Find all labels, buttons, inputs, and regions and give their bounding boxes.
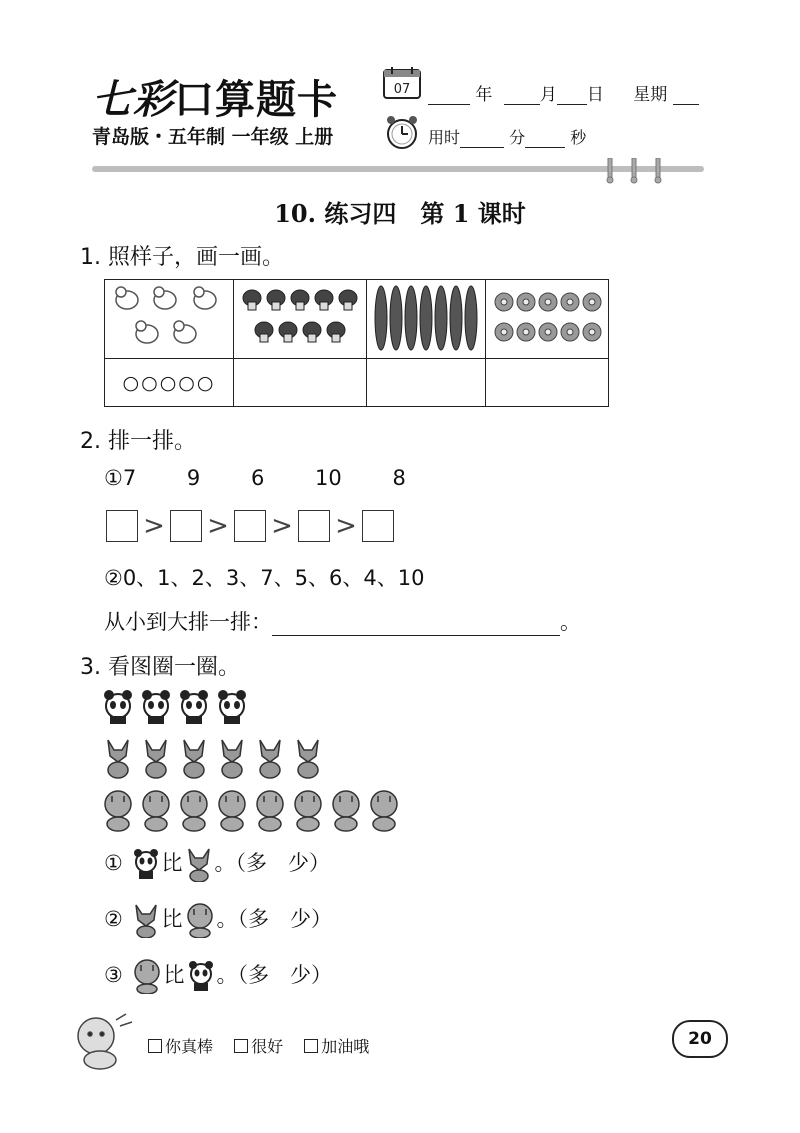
cucumber-icon <box>465 286 477 350</box>
item3-label: ③ <box>104 963 123 987</box>
brand-first: 七彩 <box>92 76 174 123</box>
part1-label: ① <box>104 466 123 490</box>
divider-pins <box>598 158 670 184</box>
mushroom-icon <box>255 322 273 342</box>
flower-icons <box>488 280 606 354</box>
brand-title <box>92 68 338 125</box>
duck-icon <box>116 287 138 309</box>
day-blank[interactable] <box>557 88 587 105</box>
q2-prompt: 2. 排一排。 <box>80 429 196 454</box>
date-row <box>428 80 699 105</box>
tiger-icon <box>295 791 321 831</box>
tiger-icon <box>333 791 359 831</box>
cucumber-icon <box>390 286 402 350</box>
number-item: 9 <box>186 466 201 490</box>
flower-icon <box>495 323 513 341</box>
checkbox-good[interactable] <box>234 1039 248 1053</box>
flower-icon <box>539 293 557 311</box>
opt-good-label: 很好 <box>251 1037 284 1056</box>
opt-great-label: 你真棒 <box>165 1037 214 1056</box>
flower-answer-cell[interactable] <box>486 359 609 407</box>
opt-keep-going-label: 加油哦 <box>321 1037 370 1056</box>
alarm-clock-icon <box>384 114 420 152</box>
flower-icon <box>561 293 579 311</box>
flower-icon <box>539 323 557 341</box>
weekday-blank[interactable] <box>673 88 699 105</box>
compare-item-3 <box>104 958 332 994</box>
ordering-boxes <box>106 510 394 542</box>
cucumber-icon <box>420 286 432 350</box>
fox-icon <box>222 740 242 778</box>
duck-icon <box>154 287 176 309</box>
flowers-cell <box>486 280 609 359</box>
greater-than-sign: > <box>335 511 357 541</box>
bi-text: 比 <box>163 963 185 987</box>
sorted-answer-line[interactable] <box>272 613 560 636</box>
mushroom-icon <box>243 290 261 310</box>
cucumber-icon <box>405 286 417 350</box>
page-number: 20 <box>672 1020 728 1058</box>
duck-icon <box>136 321 158 343</box>
tiger-icon <box>130 958 164 994</box>
duck-icon <box>174 321 196 343</box>
checkbox-keep-going[interactable] <box>304 1039 318 1053</box>
rating-options <box>148 1034 369 1057</box>
number-item: 6 <box>250 466 265 490</box>
answer-box[interactable] <box>362 510 394 542</box>
flower-icon <box>517 323 535 341</box>
greater-than-sign: > <box>271 511 293 541</box>
mushroom-icon <box>315 290 333 310</box>
ducks-cell <box>105 280 234 359</box>
tiger-icon <box>371 791 397 831</box>
tiger-icon <box>219 791 245 831</box>
cucumber-answer-cell[interactable] <box>367 359 486 407</box>
tiger-icon <box>183 902 217 938</box>
bi-text: 比 <box>161 907 183 931</box>
calendar-number: 07 <box>393 82 411 97</box>
mushroom-icon <box>291 290 309 310</box>
q1-picture-table <box>104 279 609 407</box>
mushroom-icon <box>327 322 345 342</box>
mushroom-icon <box>279 322 297 342</box>
number-item: 7 <box>122 466 137 490</box>
q2-part2-sequence: ②0、1、2、3、7、5、6、4、10 <box>104 566 425 590</box>
compare-item-2 <box>104 902 332 938</box>
duck-icon <box>194 287 216 309</box>
item1-tail: 。（多 少） <box>214 851 331 875</box>
item2-tail: 。（多 少） <box>216 907 333 931</box>
panda-icon <box>104 690 132 724</box>
duck-icons <box>107 280 231 354</box>
tiger-icon <box>257 791 283 831</box>
fox-icon <box>146 740 166 778</box>
q2-part2-instruction-row <box>104 606 581 636</box>
cucumber-icon <box>375 286 387 350</box>
cucumber-icons <box>369 280 483 354</box>
answer-box[interactable] <box>170 510 202 542</box>
mushroom-icon <box>339 290 357 310</box>
flower-icon <box>517 293 535 311</box>
brand-rest: 口算题卡 <box>174 76 338 123</box>
number-item: 10 <box>315 466 342 490</box>
bi-text: 比 <box>161 851 183 875</box>
cucumber-icon <box>435 286 447 350</box>
minute-blank[interactable] <box>460 133 504 148</box>
part2-instruction: 从小到大排一排： <box>104 610 272 634</box>
panda-icon <box>218 690 246 724</box>
answer-box[interactable] <box>234 510 266 542</box>
year-blank[interactable] <box>428 88 470 105</box>
tiger-icon <box>181 791 207 831</box>
item3-tail: 。（多 少） <box>216 963 333 987</box>
item2-label: ② <box>104 907 123 931</box>
checkbox-great[interactable] <box>148 1039 162 1053</box>
fox-row <box>100 736 340 780</box>
month-label: 月 <box>539 85 557 105</box>
flower-icon <box>583 293 601 311</box>
greater-than-sign: > <box>143 511 165 541</box>
item1-label: ① <box>104 851 123 875</box>
lesson-title: 10. 练习四 第 1 课时 <box>274 199 526 228</box>
tiger-icon <box>105 791 131 831</box>
mushroom-answer-cell[interactable] <box>234 359 367 407</box>
time-used-label: 用时 <box>428 128 461 147</box>
q1-prompt: 1. 照样子，画一画。 <box>80 245 284 270</box>
fox-icon <box>184 740 204 778</box>
day-label: 日 <box>586 85 604 105</box>
example-circles: ○○○○○ <box>105 359 234 407</box>
part2-end: 。 <box>560 610 581 634</box>
cucumbers-cell <box>367 280 486 359</box>
flower-icon <box>495 293 513 311</box>
panda-icon <box>142 690 170 724</box>
panda-icon <box>130 848 162 880</box>
month-blank[interactable] <box>504 88 540 105</box>
number-item: 8 <box>392 466 406 490</box>
weekday-label: 星期 <box>633 85 668 105</box>
year-label: 年 <box>475 85 493 105</box>
mushroom-icons <box>236 280 364 354</box>
panda-icon <box>180 690 208 724</box>
fox-icon <box>260 740 280 778</box>
mushroom-icon <box>267 290 285 310</box>
tiger-row <box>100 788 410 832</box>
second-blank[interactable] <box>525 133 565 148</box>
fox-icon <box>108 740 128 778</box>
cucumber-icon <box>450 286 462 350</box>
flower-icon <box>561 323 579 341</box>
mascot-icon <box>66 1010 138 1072</box>
time-row <box>428 125 586 148</box>
q2-part1-numbers <box>104 466 406 490</box>
answer-box[interactable] <box>298 510 330 542</box>
mushroom-icon <box>303 322 321 342</box>
tiger-icon <box>143 791 169 831</box>
minute-label: 分 <box>509 128 526 147</box>
answer-box[interactable] <box>106 510 138 542</box>
compare-item-1 <box>104 846 330 882</box>
second-label: 秒 <box>570 128 587 147</box>
mushrooms-cell <box>234 280 367 359</box>
panda-row <box>100 690 260 726</box>
greater-than-sign: > <box>207 511 229 541</box>
flower-icon <box>583 323 601 341</box>
q3-prompt: 3. 看图圈一圈。 <box>80 655 240 680</box>
edition-subtitle: 青岛版・五年制 一年级 上册 <box>92 126 334 148</box>
fox-icon <box>130 902 162 938</box>
fox-icon <box>298 740 318 778</box>
panda-icon <box>185 960 217 992</box>
fox-icon <box>183 846 215 882</box>
calendar-icon <box>382 66 422 100</box>
